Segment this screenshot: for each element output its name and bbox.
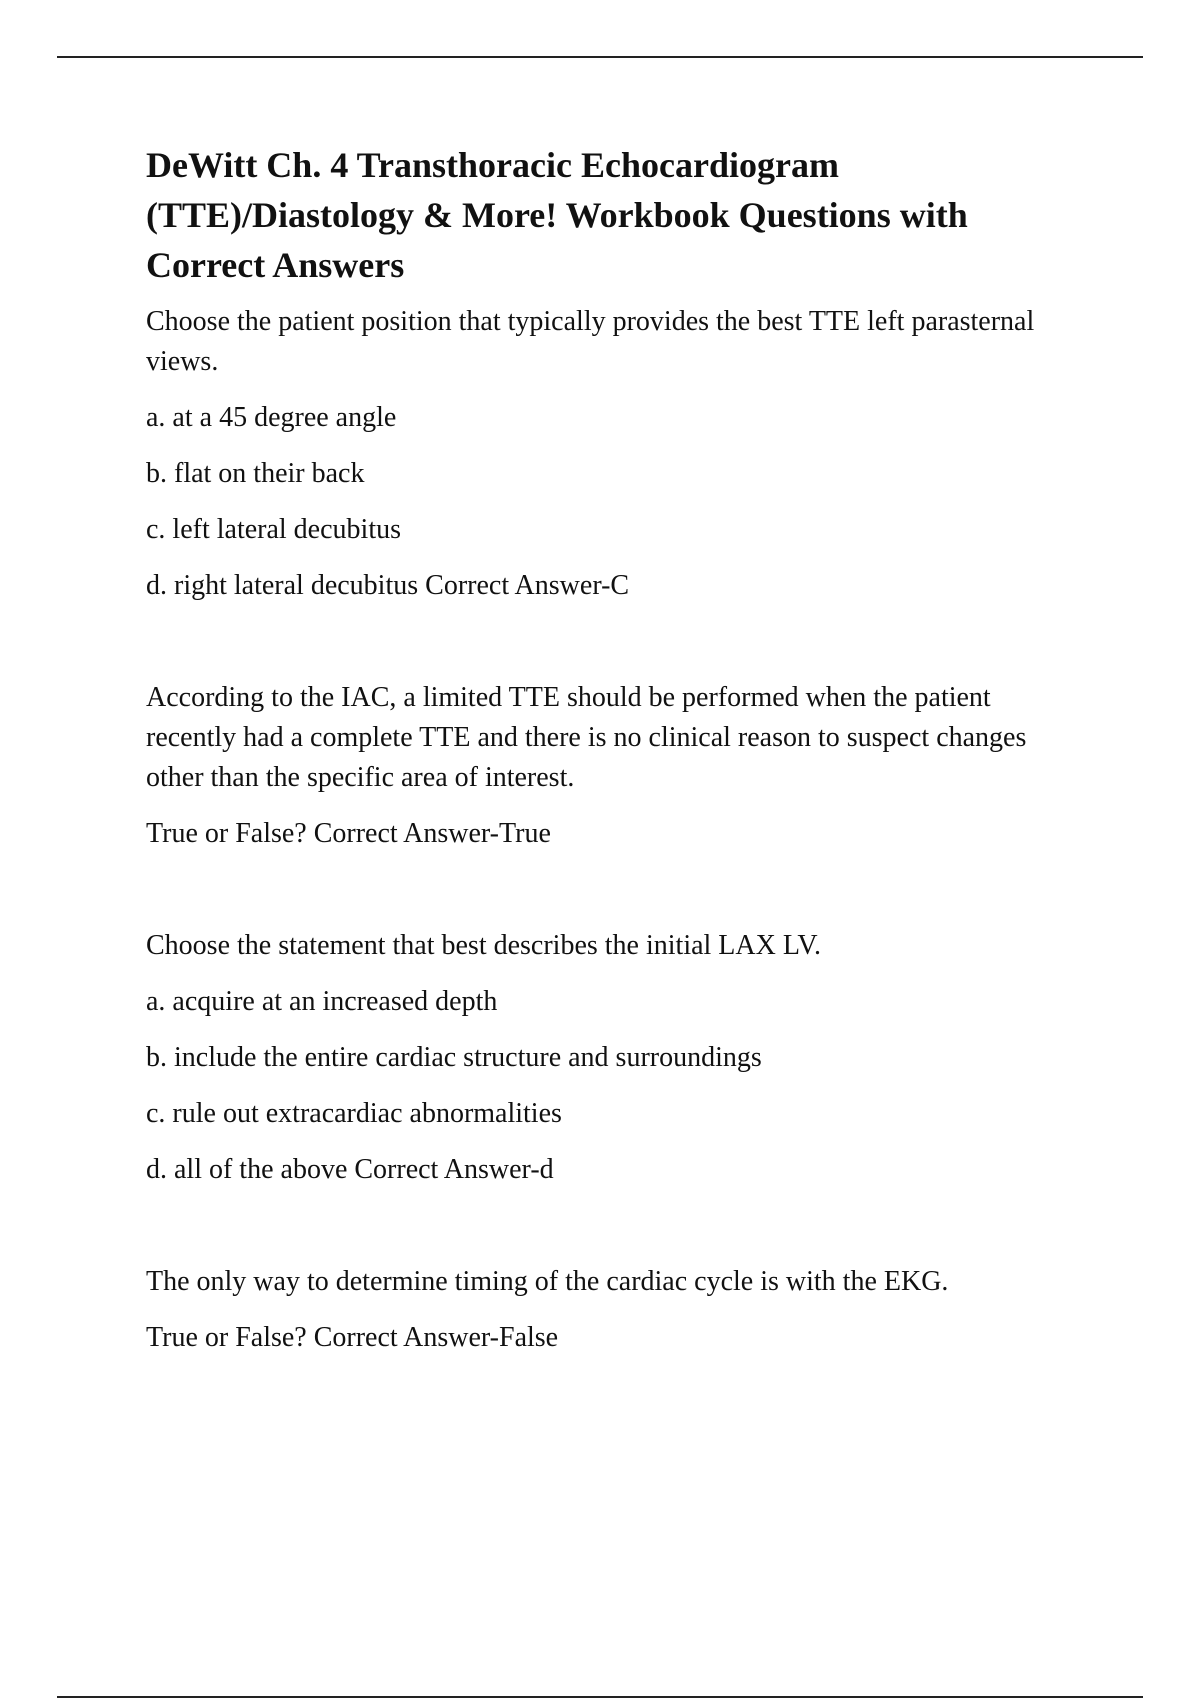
question-block-2 — [146, 678, 1086, 854]
answer-option-with-correct-answer: d. all of the above Correct Answer-d — [146, 1154, 554, 1185]
answer-option: b. flat on their back — [146, 458, 365, 489]
answer-option: a. at a 45 degree angle — [146, 402, 397, 433]
answer-option: c. left lateral decubitus — [146, 514, 401, 545]
answer-option: b. include the entire cardiac structure and surroundings — [146, 1042, 762, 1073]
question-text: Choose the patient position that typically provides the best TTE left parasternal views. — [146, 306, 1035, 377]
spacer — [146, 1206, 1086, 1262]
question-text: Choose the statement that best describes the initial LAX LV. — [146, 930, 821, 961]
question-block-3 — [146, 926, 1086, 1190]
question-text: According to the IAC, a limited TTE should be performed when the patient recently had a complete TTE and there is no clinical reason to suspect changes other than the specific area of interest. — [146, 682, 1027, 793]
bottom-rule — [57, 1696, 1143, 1698]
answer-option: a. acquire at an increased depth — [146, 986, 498, 1017]
question-text: The only way to determine timing of the cardiac cycle is with the EKG. — [146, 1266, 949, 1297]
answer-option-with-correct-answer: d. right lateral decubitus Correct Answer-C — [146, 570, 630, 601]
document-title: DeWitt Ch. 4 Transthoracic Echocardiogram (TTE)/Diastology & More! Workbook Questions with Correct Answers — [146, 145, 968, 285]
question-block-4 — [146, 1262, 1086, 1358]
document-body — [146, 140, 1086, 1374]
top-rule — [57, 56, 1143, 58]
correct-answer-line: True or False? Correct Answer-True — [146, 818, 551, 849]
question-block-1 — [146, 302, 1086, 606]
correct-answer-line: True or False? Correct Answer-False — [146, 1322, 559, 1353]
spacer — [146, 622, 1086, 678]
spacer — [146, 870, 1086, 926]
answer-option: c. rule out extracardiac abnormalities — [146, 1098, 562, 1129]
